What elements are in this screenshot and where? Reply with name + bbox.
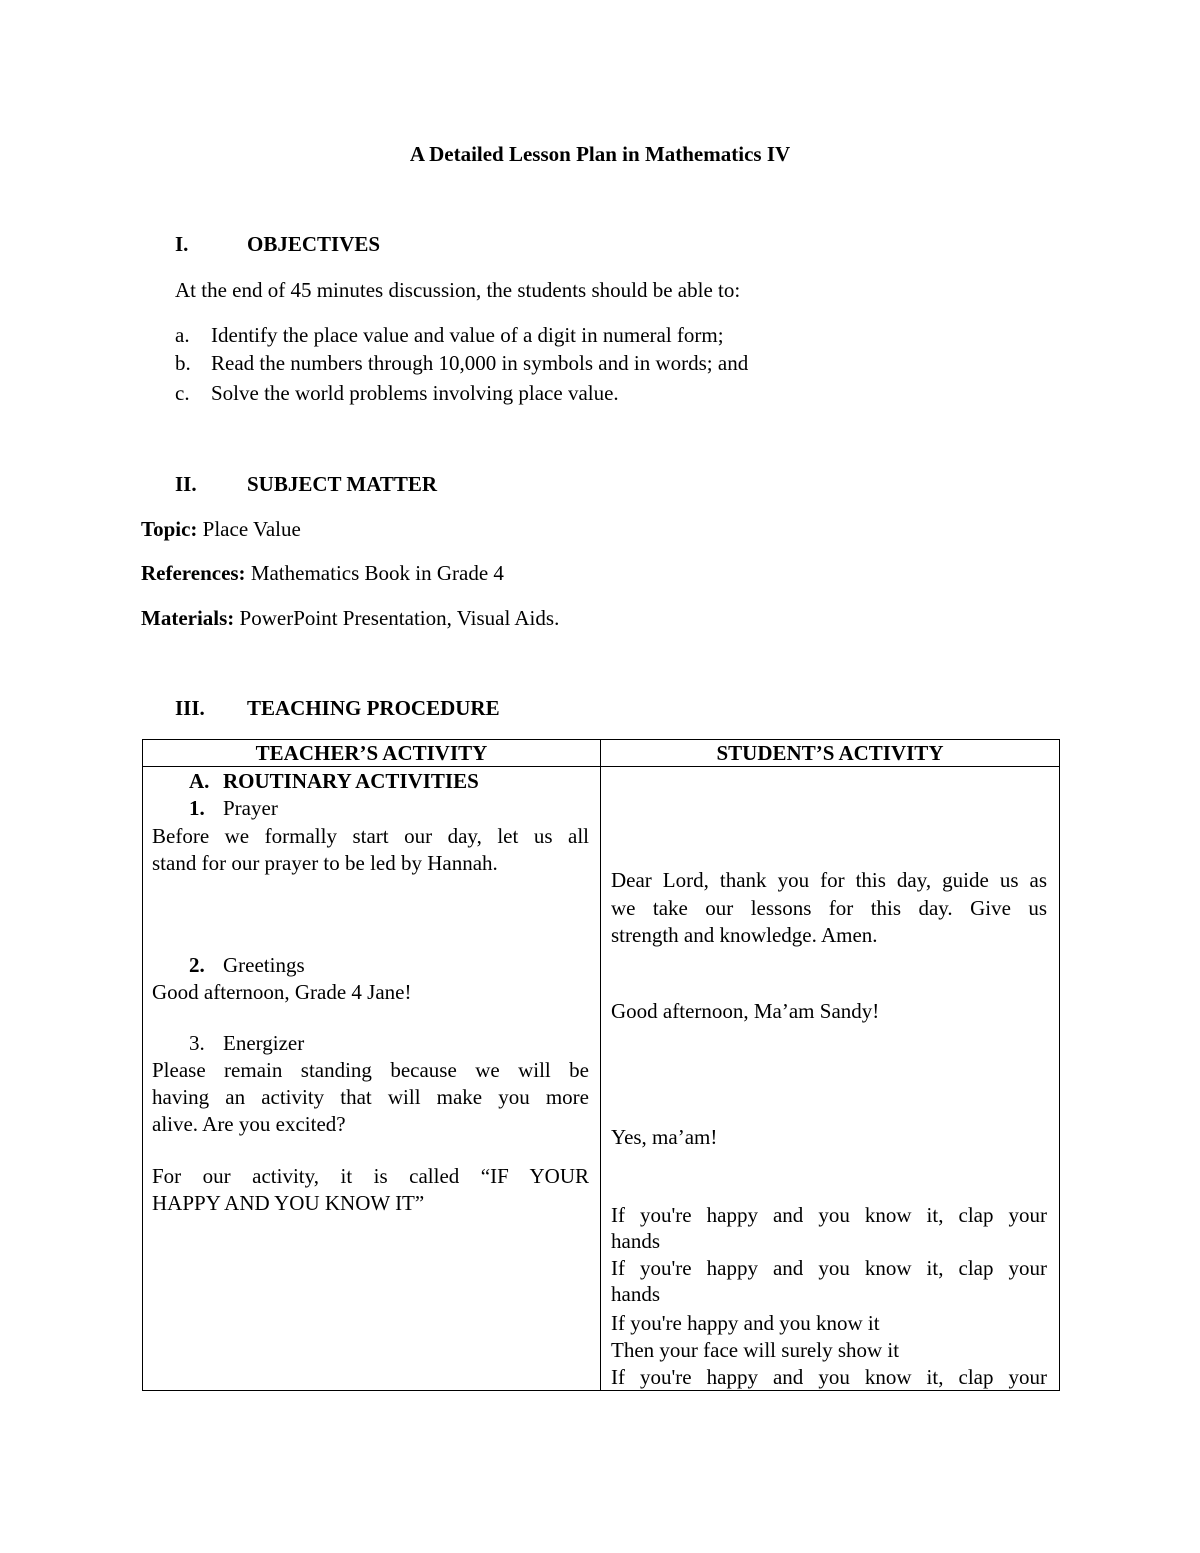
subject-matter-number: II.	[175, 472, 197, 496]
references-value: Mathematics Book in Grade 4	[250, 561, 504, 585]
materials-value: PowerPoint Presentation, Visual Aids.	[239, 606, 560, 630]
song-line: If you're happy and you know it, clap your	[611, 1203, 1047, 1227]
student-column-header: STUDENT’S ACTIVITY	[601, 740, 1060, 767]
materials-line	[141, 606, 559, 631]
song-line: If you're happy and you know it, clap your	[611, 1365, 1047, 1389]
student-activity-cell	[601, 767, 1060, 1392]
teacher-energizer-line: alive. Are you excited?	[152, 1112, 346, 1136]
energizer-title: Energizer	[223, 1031, 305, 1055]
materials-label: Materials:	[141, 606, 235, 630]
objective-label: b.	[175, 351, 191, 375]
procedure-table	[142, 739, 1060, 1391]
topic-line	[141, 517, 301, 542]
prayer-number: 1.	[189, 796, 205, 820]
objectives-number: I.	[175, 232, 189, 256]
song-line: If you're happy and you know it, clap your	[611, 1256, 1047, 1280]
teacher-activity-cell	[143, 767, 601, 1392]
prayer-title: Prayer	[223, 796, 278, 820]
teacher-column-header: TEACHER’S ACTIVITY	[143, 740, 601, 767]
topic-label: Topic:	[141, 517, 198, 541]
routine-heading: ROUTINARY ACTIVITIES	[223, 769, 479, 793]
topic-value: Place Value	[202, 517, 301, 541]
greetings-number: 2.	[189, 953, 205, 977]
routine-label: A.	[189, 769, 210, 793]
references-label: References:	[141, 561, 246, 585]
teacher-activity-line: HAPPY AND YOU KNOW IT”	[152, 1191, 425, 1215]
energizer-number: 3.	[189, 1031, 205, 1055]
song-line: hands	[611, 1282, 660, 1306]
subject-matter-heading: SUBJECT MATTER	[247, 472, 438, 496]
song-line: hands	[611, 1229, 660, 1253]
teacher-greeting: Good afternoon, Grade 4 Jane!	[152, 980, 412, 1004]
objective-label: a.	[175, 323, 190, 347]
objective-text: Read the numbers through 10,000 in symbols and in words; and	[211, 351, 749, 375]
student-greeting: Good afternoon, Ma’am Sandy!	[611, 999, 880, 1023]
student-prayer-line: we take our lessons for this day. Give us	[611, 896, 1047, 920]
objectives-heading: OBJECTIVES	[247, 232, 381, 256]
page-title: A Detailed Lesson Plan in Mathematics IV	[409, 142, 791, 166]
teacher-prayer-line: stand for our prayer to be led by Hannah.	[152, 851, 498, 875]
procedure-heading: TEACHING PROCEDURE	[247, 696, 500, 720]
greetings-title: Greetings	[223, 953, 305, 977]
objective-text: Identify the place value and value of a digit in numeral form;	[211, 323, 724, 347]
objectives-intro: At the end of 45 minutes discussion, the students should be able to:	[175, 278, 741, 302]
student-prayer-line: Dear Lord, thank you for this day, guide us as	[611, 868, 1047, 892]
student-prayer-line: strength and knowledge. Amen.	[611, 923, 878, 947]
teacher-activity-line: For our activity, it is called “IF YOUR	[152, 1164, 589, 1188]
procedure-number: III.	[175, 696, 205, 720]
song-line: Then your face will surely show it	[611, 1338, 900, 1362]
references-line	[141, 561, 504, 586]
teacher-energizer-line: Please remain standing because we will be	[152, 1058, 589, 1082]
teacher-prayer-line: Before we formally start our day, let us all	[152, 824, 589, 848]
teacher-energizer-line: having an activity that will make you more	[152, 1085, 589, 1109]
objective-label: c.	[175, 381, 190, 405]
student-excited-reply: Yes, ma’am!	[611, 1125, 718, 1149]
song-line: If you're happy and you know it	[611, 1311, 880, 1335]
objective-text: Solve the world problems involving place value.	[211, 381, 619, 405]
table-bottom-border	[142, 1390, 1059, 1391]
